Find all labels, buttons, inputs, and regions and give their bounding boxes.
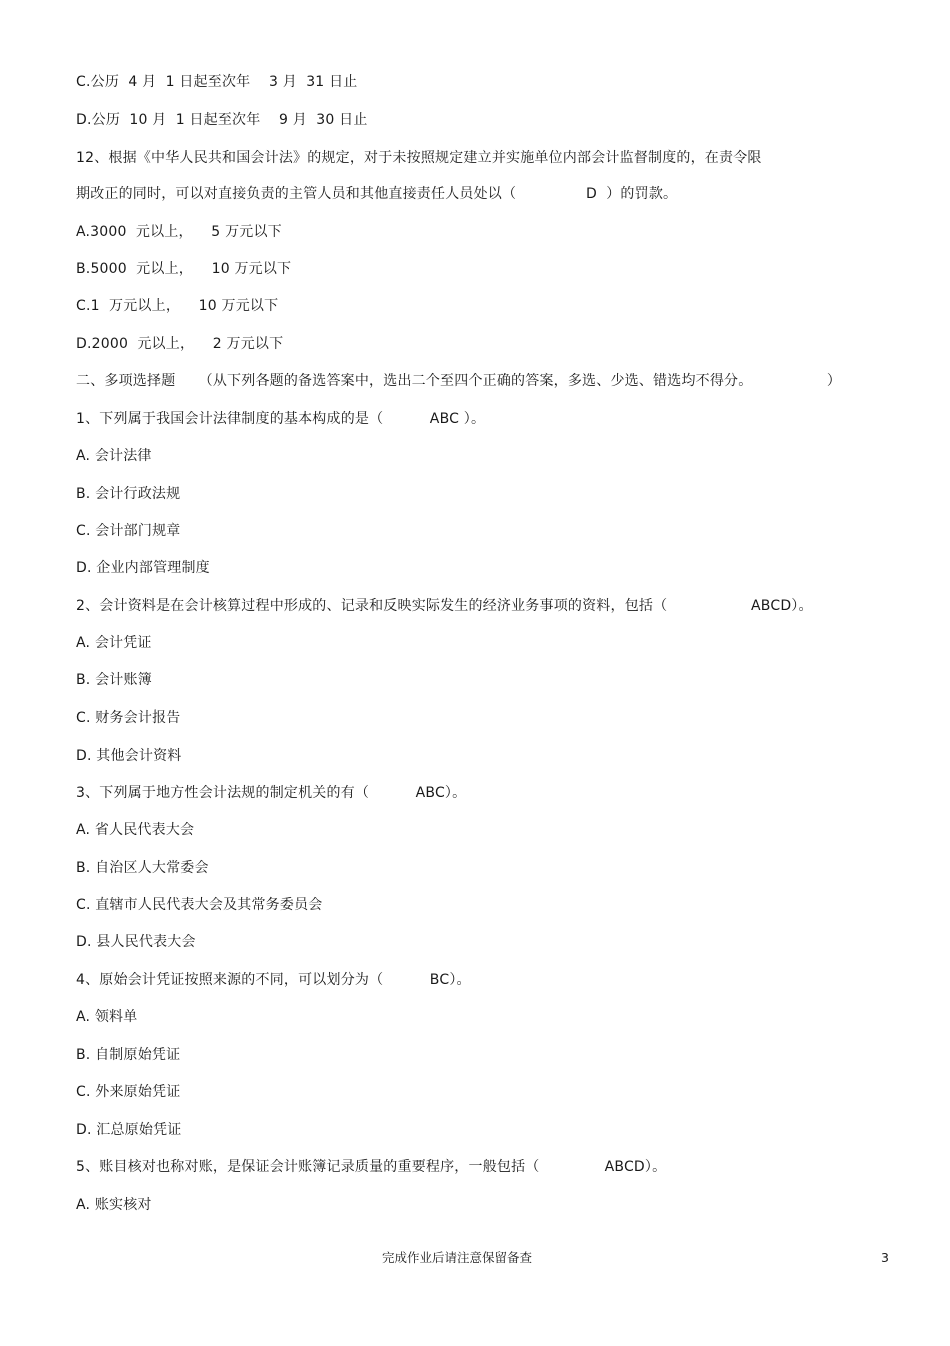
answer-option: D. 县人民代表大会 <box>76 934 196 950</box>
page-number: 3 <box>881 1250 889 1265</box>
answer-option: B. 自制原始凭证 <box>76 1047 181 1063</box>
answer-option: B. 自治区人大常委会 <box>76 860 209 876</box>
answer-option: A. 省人民代表大会 <box>76 822 195 838</box>
text-line: B.5000 元以上， 10 万元以下 <box>76 261 292 277</box>
answer-option: C. 财务会计报告 <box>76 710 181 726</box>
answer-option: A. 账实核对 <box>76 1197 152 1213</box>
question: 4、原始会计凭证按照来源的不同，可以划分为（ BC）。 <box>76 972 471 988</box>
answer-option: D. 企业内部管理制度 <box>76 560 210 576</box>
answer-option: C. 直辖市人民代表大会及其常务委员会 <box>76 897 323 913</box>
answer-option: C. 外来原始凭证 <box>76 1084 181 1100</box>
answer-option: D. 汇总原始凭证 <box>76 1122 182 1138</box>
answer-option: A. 会计凭证 <box>76 635 152 651</box>
question: 5、账目核对也称对账，是保证会计账簿记录质量的重要程序，一般包括（ ABCD）。 <box>76 1159 667 1175</box>
text-line: D.公历 10 月 1 日起至次年 9 月 30 日止 <box>76 112 368 128</box>
question: 1、下列属于我国会计法律制度的基本构成的是（ ABC ）。 <box>76 411 486 427</box>
answer-option: B. 会计账簿 <box>76 672 152 688</box>
section-heading: 二、多项选择题 （从下列各题的备选答案中，选出二个至四个正确的答案，多选、少选、错选均不得分。 ） <box>76 373 842 389</box>
question: 3、下列属于地方性会计法规的制定机关的有（ ABC）。 <box>76 785 467 801</box>
text-line: C.公历 4 月 1 日起至次年 3 月 31 日止 <box>76 74 358 90</box>
text-line: A.3000 元以上， 5 万元以下 <box>76 224 282 240</box>
text-line: D.2000 元以上， 2 万元以下 <box>76 336 284 352</box>
answer-option: B. 会计行政法规 <box>76 486 181 502</box>
question: 2、会计资料是在会计核算过程中形成的、记录和反映实际发生的经济业务事项的资料，包括（ ABCD）。 <box>76 598 813 614</box>
text-line: C.1 万元以上， 10 万元以下 <box>76 298 279 314</box>
answer-option: A. 领料单 <box>76 1009 138 1025</box>
answer-option: A. 会计法律 <box>76 448 152 464</box>
text-line: 12、根据《中华人民共和国会计法》的规定，对于未按照规定建立并实施单位内部会计监督制度的，在责令限 <box>76 150 762 166</box>
answer-option: D. 其他会计资料 <box>76 748 182 764</box>
text-line: 期改正的同时，可以对直接负责的主管人员和其他直接责任人员处以（ D ）的罚款。 <box>76 186 678 202</box>
answer-option: C. 会计部门规章 <box>76 523 181 539</box>
footer-note: 完成作业后请注意保留备查 <box>382 1250 533 1265</box>
